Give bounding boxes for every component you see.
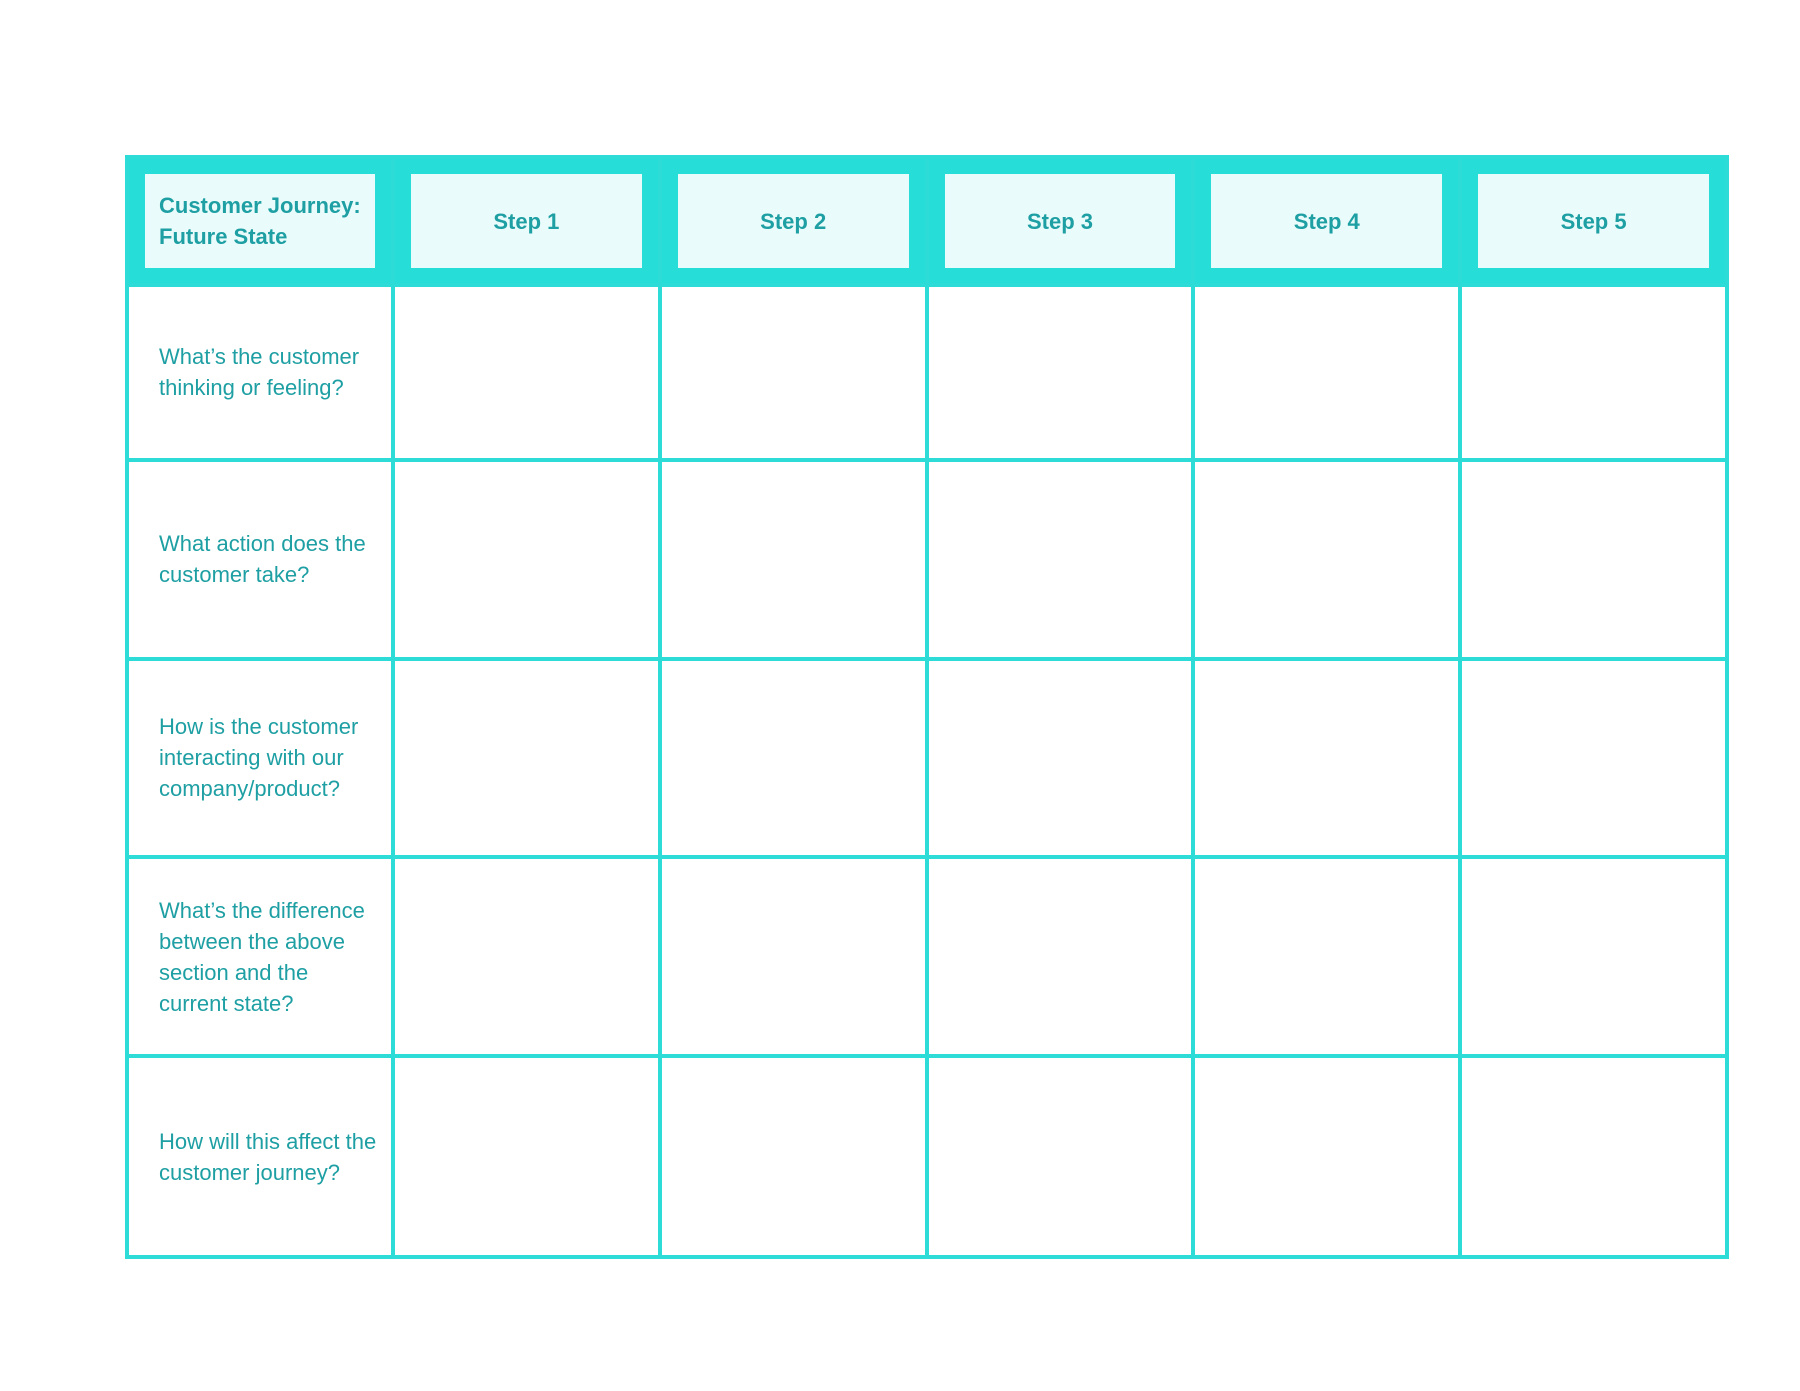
step-header-label: Step 5 xyxy=(1478,174,1709,268)
row-label: What action does the customer take? xyxy=(127,460,393,659)
input-cell[interactable] xyxy=(660,285,927,460)
table-row xyxy=(127,1056,1727,1257)
step-header-cell xyxy=(393,157,660,285)
step-header-label: Step 1 xyxy=(411,174,642,268)
input-cell[interactable] xyxy=(1460,285,1727,460)
input-cell[interactable] xyxy=(1193,857,1460,1056)
header-row xyxy=(127,157,1727,285)
input-cell[interactable] xyxy=(1193,285,1460,460)
input-cell[interactable] xyxy=(393,1056,660,1257)
input-cell[interactable] xyxy=(1460,460,1727,659)
table-row xyxy=(127,285,1727,460)
input-cell[interactable] xyxy=(1460,857,1727,1056)
corner-header-cell xyxy=(127,157,393,285)
table-row xyxy=(127,460,1727,659)
step-header-cell xyxy=(1193,157,1460,285)
input-cell[interactable] xyxy=(660,857,927,1056)
input-cell[interactable] xyxy=(927,1056,1194,1257)
input-cell[interactable] xyxy=(393,857,660,1056)
step-header-cell xyxy=(660,157,927,285)
row-label: What’s the customer thinking or feeling? xyxy=(127,285,393,460)
input-cell[interactable] xyxy=(1460,659,1727,858)
table-row xyxy=(127,857,1727,1056)
step-header-label: Step 2 xyxy=(678,174,909,268)
step-header-cell xyxy=(927,157,1194,285)
input-cell[interactable] xyxy=(927,460,1194,659)
input-cell[interactable] xyxy=(393,659,660,858)
input-cell[interactable] xyxy=(660,659,927,858)
table-row xyxy=(127,659,1727,858)
step-header-cell xyxy=(1460,157,1727,285)
input-cell[interactable] xyxy=(927,659,1194,858)
row-label: What’s the difference between the above section and the current state? xyxy=(127,857,393,1056)
step-header-label: Step 4 xyxy=(1211,174,1442,268)
input-cell[interactable] xyxy=(927,857,1194,1056)
input-cell[interactable] xyxy=(1193,460,1460,659)
input-cell[interactable] xyxy=(927,285,1194,460)
customer-journey-table xyxy=(125,155,1729,1259)
input-cell[interactable] xyxy=(660,460,927,659)
input-cell[interactable] xyxy=(393,460,660,659)
step-header-label: Step 3 xyxy=(945,174,1176,268)
input-cell[interactable] xyxy=(1460,1056,1727,1257)
corner-header-label: Customer Journey: Future State xyxy=(145,174,375,268)
row-label: How will this affect the customer journey? xyxy=(127,1056,393,1257)
input-cell[interactable] xyxy=(660,1056,927,1257)
input-cell[interactable] xyxy=(1193,659,1460,858)
row-label: How is the customer interacting with our company/product? xyxy=(127,659,393,858)
input-cell[interactable] xyxy=(393,285,660,460)
input-cell[interactable] xyxy=(1193,1056,1460,1257)
